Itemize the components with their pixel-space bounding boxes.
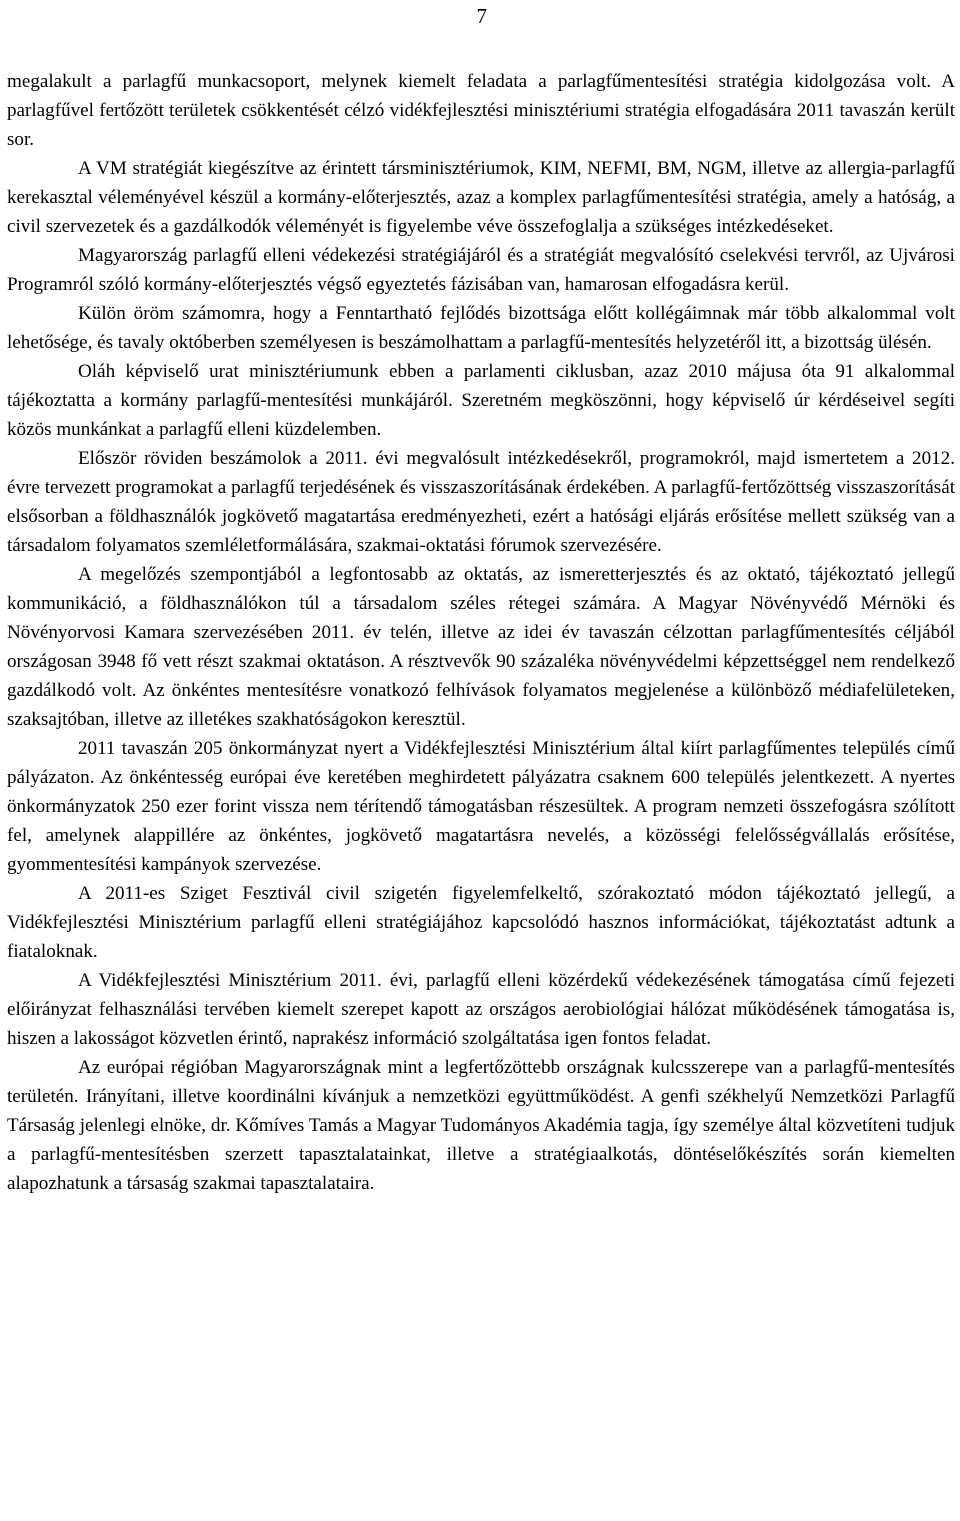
paragraph: A VM stratégiát kiegészítve az érintett társminisztériumok, KIM, NEFMI, BM, NGM, illetve az allergia-parlagfű kerekasztal véleményével készül a kormány-előterjesztés, azaz a komplex parlagfűmentesítési stratégia, amely a hatóság, a civil szervezetek és a gazdálkodók véleményét is figyelembe véve összefoglalja a szükséges intézkedéseket. [7,158,955,237]
paragraph: A Vidékfejlesztési Minisztérium 2011. évi, parlagfű elleni közérdekű védekezésének támogatása című fejezeti előirányzat felhasználási tervében kiemelt szerepet kapott az országos aerobiológiai hálózat működésének támogatása is, hiszen a lakosságot közvetlen érintő, naprakész információ szolgáltatása igen fontos feladat. [7,970,955,1049]
paragraph: A 2011-es Sziget Fesztivál civil szigetén figyelemfelkeltő, szórakoztató módon tájékoztató jellegű, a Vidékfejlesztési Minisztérium parlagfű elleni stratégiájához kapcsolódó hasznos információkat, tájékoztatást adtunk a fiataloknak. [7,883,955,962]
paragraph: 2011 tavaszán 205 önkormányzat nyert a Vidékfejlesztési Minisztérium által kiírt parlagfűmentes település című pályázaton. Az önkéntesség európai éve keretében meghirdetett pályázatra csaknem 600 település jelentkezett. A nyertes önkormányzatok 250 ezer forint vissza nem térítendő támogatásban részesültek. A program nemzeti összefogásra szólított fel, amelynek alappillére az önkéntes, jogkövető magatartásra nevelés, a közösségi felelősségvállalás erősítése, gyommentesítési kampányok szervezése. [7,738,955,875]
paragraph: Magyarország parlagfű elleni védekezési stratégiájáról és a stratégiát megvalósító cselekvési tervről, az Ujvárosi Programról szóló kormány-előterjesztés végső egyeztetés fázisában van, hamarosan elfogadásra kerül. [7,245,955,295]
body-text [7,67,955,1198]
paragraph: A megelőzés szempontjából a legfontosabb az oktatás, az ismeretterjesztés és az oktató, tájékoztató jellegű kommunikáció, a földhasználókon túl a társadalom széles rétegei számára. A Magyar Növényvédő Mérnöki és Növényorvosi Kamara szervezésében 2011. év telén, illetve az idei év tavaszán célzottan parlagfűmentesítés céljából országosan 3948 fő vett részt szakmai oktatáson. A résztvevők 90 százaléka növényvédelmi képzettséggel nem rendelkező gazdálkodó volt. Az önkéntes mentesítésre vonatkozó felhívások folyamatos megjelenése a különböző médiafelületeken, szaksajtóban, illetve az illetékes szakhatóságokon keresztül. [7,564,955,730]
paragraph: megalakult a parlagfű munkacsoport, melynek kiemelt feladata a parlagfűmentesítési stratégia kidolgozása volt. A parlagfűvel fertőzött területek csökkentését célzó vidékfejlesztési minisztériumi stratégia elfogadására 2011 tavaszán került sor. [7,71,955,150]
paragraph: Külön öröm számomra, hogy a Fenntartható fejlődés bizottsága előtt kollégáimnak már több alkalommal volt lehetősége, és tavaly októberben személyesen is beszámolhattam a parlagfű-mentesítés helyzetéről itt, a bizottság ülésén. [7,303,955,353]
paragraph: Az európai régióban Magyarországnak mint a legfertőzöttebb országnak kulcsszerepe van a parlagfű-mentesítés területén. Irányítani, illetve koordinálni kívánjuk a nemzetközi együttműködést. A genfi székhelyű Nemzetközi Parlagfű Társaság jelenlegi elnöke, dr. Kőmíves Tamás a Magyar Tudományos Akadémia tagja, így személye által közvetíteni tudjuk a parlagfű-mentesítésben szerzett tapasztalatainkat, illetve a stratégiaalkotás, döntéselőkészítés során kiemelten alapozhatunk a társaság szakmai tapasztalataira. [7,1057,955,1194]
paragraph: Először röviden beszámolok a 2011. évi megvalósult intézkedésekről, programokról, majd ismertetem a 2012. évre tervezett programokat a parlagfű terjedésének és visszaszorításának érdekében. A parlagfű-fertőzöttség visszaszorítását elsősorban a földhasználók jogkövető magatartása eredményezheti, ezért a hatósági eljárás erősítése mellett szükség van a társadalom folyamatos szemléletformálására, szakmai-oktatási fórumok szervezésére. [7,448,955,556]
page-number: 7 [476,4,487,28]
paragraph: Oláh képviselő urat minisztériumunk ebben a parlamenti ciklusban, azaz 2010 májusa óta 91 alkalommal tájékoztatta a kormány parlagfű-mentesítési munkájáról. Szeretném megköszönni, hogy képviselő úr kérdéseivel segíti közös munkánkat a parlagfű elleni küzdelemben. [7,361,955,440]
